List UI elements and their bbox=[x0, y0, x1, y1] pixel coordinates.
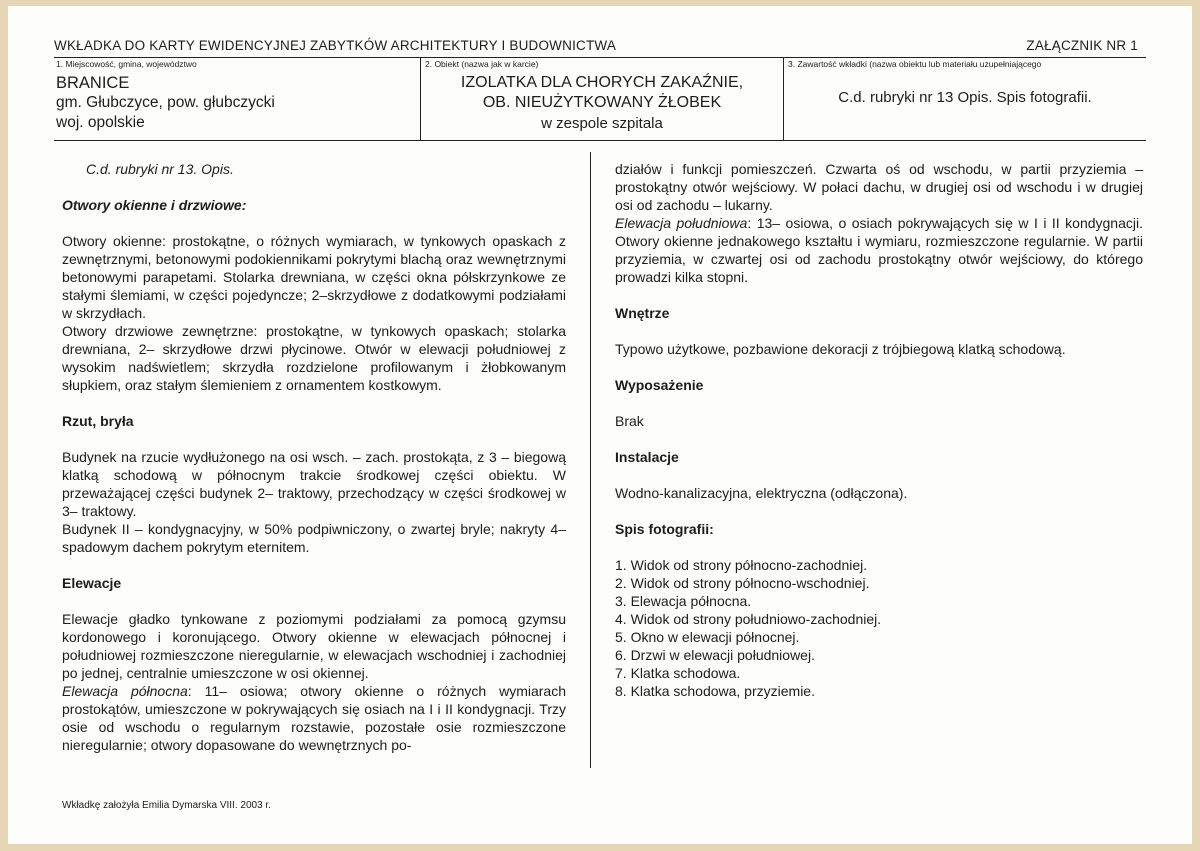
photo-list-item: 4. Widok od strony południowo-zachodniej. bbox=[615, 611, 882, 627]
author-footer: Wkładkę założyła Emilia Dymarska VIII. 2003 r. bbox=[62, 800, 271, 811]
photo-list-item: 7. Klatka schodowa. bbox=[615, 665, 741, 681]
north-elevation-continued: działów i funkcji pomieszczeń. Czwarta oś od wschodu, w partii przyziemia – prostokątny otwór wejściowy. W połaci dachu, w drugiej osi od wschodu i w drugiej osi od zachodu – lukarny. bbox=[615, 161, 1143, 213]
doors-paragraph: Otwory drzwiowe zewnętrzne: prostokątne, w tynkowych opaskach; stolarka drewniana, 2– skrzydłowe drzwi płycinowe. Otwór w elewacji południowej z wysokim nadświetlem; skrzydła rozdzielone profilowanym i żłobkowanym słupkiem, oraz stałym ślemieniem z ornamentem kostkowym. bbox=[62, 323, 566, 393]
elevations-paragraph: Elewacje gładko tynkowane z poziomymi podziałami za pomocą gzymsu kordonowego i koronującego. Otwory okienne w elewacjach północnej i południowej rozmieszczone nieregularnie, w elewacjach wschodniej i zachodniej po jednej, centralnie umieszczone w osi okiennej. bbox=[62, 611, 566, 681]
interior-heading: Wnętrze bbox=[615, 305, 670, 321]
plan-heading: Rzut, bryła bbox=[62, 413, 134, 429]
insert-content: C.d. rubryki nr 13 Opis. Spis fotografii. bbox=[838, 89, 1092, 106]
column-divider bbox=[590, 152, 591, 768]
photo-list-item: 2. Widok od strony północno-wschodniej. bbox=[615, 575, 870, 591]
plan-paragraph: Budynek na rzucie wydłużonego na osi wsch. – zach. prostokąta, z 3 – biegową klatką schodową w północnym trakcie środkowej części obiektu. W przeważającej części budynek 2– traktowy, przechodzący w części środkowej w 3– traktowy. bbox=[62, 449, 566, 519]
location-label: 1. Miejscowość, gmina, województwo bbox=[56, 59, 197, 69]
object-name-line1: IZOLATKA DLA CHORYCH ZAKAŹNIE, bbox=[460, 74, 744, 91]
content-label: 3. Zawartość wkładki (nazwa obiektu lub materiału uzupełniającego bbox=[788, 59, 1042, 69]
section-subtitle: C.d. rubryki nr 13. Opis. bbox=[86, 161, 234, 177]
north-elevation-paragraph bbox=[62, 682, 566, 754]
place-name: BRANICE bbox=[56, 74, 130, 92]
photos-heading: Spis fotografii: bbox=[615, 521, 714, 537]
attachment-number: ZAŁĄCZNIK NR 1 bbox=[1026, 38, 1138, 53]
elevations-heading: Elewacje bbox=[62, 575, 122, 591]
left-column bbox=[62, 160, 566, 754]
installations-heading: Instalacje bbox=[615, 449, 679, 465]
card-title: WKŁADKA DO KARTY EWIDENCYJNEJ ZABYTKÓW ARCHITEKTURY I BUDOWNICTWA bbox=[54, 38, 617, 53]
right-column bbox=[615, 160, 1143, 700]
massing-paragraph: Budynek II – kondygnacyjny, w 50% podpiwniczony, o zwartej bryle; nakryty 4– spadowym dachem pokrytym eternitem. bbox=[62, 521, 566, 555]
north-elevation-label: Elewacja północna bbox=[62, 683, 188, 699]
equipment-heading: Wyposażenie bbox=[615, 377, 704, 393]
photo-list-item: 1. Widok od strony północno-zachodniej. bbox=[615, 557, 868, 573]
content-cell bbox=[783, 58, 1146, 140]
commune-county: gm. Głubczyce, pow. głubczycki bbox=[56, 94, 275, 111]
openings-heading: Otwory okienne i drzwiowe: bbox=[62, 197, 247, 213]
object-label: 2. Obiekt (nazwa jak w karcie) bbox=[425, 59, 539, 69]
object-cell bbox=[420, 58, 783, 140]
location-cell bbox=[54, 58, 420, 140]
installations-text: Wodno-kanalizacyjna, elektryczna (odłączona). bbox=[615, 485, 908, 501]
voivodeship: woj. opolskie bbox=[56, 114, 145, 131]
photo-list-item: 8. Klatka schodowa, przyziemie. bbox=[615, 683, 815, 699]
object-name-line3: w zespole szpitala bbox=[541, 115, 663, 132]
equipment-text: Brak bbox=[615, 413, 644, 429]
photo-list-item: 6. Drzwi w elewacji południowej. bbox=[615, 647, 815, 663]
photo-list-item: 3. Elewacja północna. bbox=[615, 593, 752, 609]
windows-paragraph: Otwory okienne: prostokątne, o różnych wymiarach, w tynkowych opaskach z zewnętrznymi, betonowymi podokiennikami pokrytymi blachą oraz wewnętrznymi betonowymi parapetami. Stolarka drewniana, w części okna półskrzynkowe ze stałymi ślemiami, w części pojedyncze; 2–skrzydłowe z dodatkowymi podziałami w skrzydłach. bbox=[62, 233, 566, 321]
south-elevation-paragraph bbox=[615, 214, 1143, 286]
header-table bbox=[54, 57, 1146, 141]
north-elevation-text: : 11– osiowa; otwory okienne o różnych wymiarach prostokątów, umieszczone w pokrywających się osiach na I i II kondygnacji. Trzy osie od wschodu o regularnym rozstawie, pozostałe osie rozmieszczone nieregularnie; otwory dopasowane do wewnętrznych po- bbox=[62, 683, 567, 753]
south-elevation-label: Elewacja południowa bbox=[615, 215, 748, 231]
photo-list-item: 5. Okno w elewacji północnej. bbox=[615, 629, 800, 645]
object-name-line2: OB. NIEUŻYTKOWANY ŻŁOBEK bbox=[482, 94, 722, 111]
south-elevation-text: : 13– osiowa, o osiach pokrywających się w I i II kondygnacji. Otwory okienne jednakowego kształtu i wymiaru, rozmieszczone regularnie. W partii przyziemia, w czwartej osi od zachodu prostokątny otwór wejściowy, do którego prowadzi kilka stopni. bbox=[615, 215, 1143, 285]
photo-list bbox=[615, 556, 1143, 700]
interior-text: Typowo użytkowe, pozbawione dekoracji z trójbiegową klatką schodową. bbox=[615, 341, 1066, 357]
